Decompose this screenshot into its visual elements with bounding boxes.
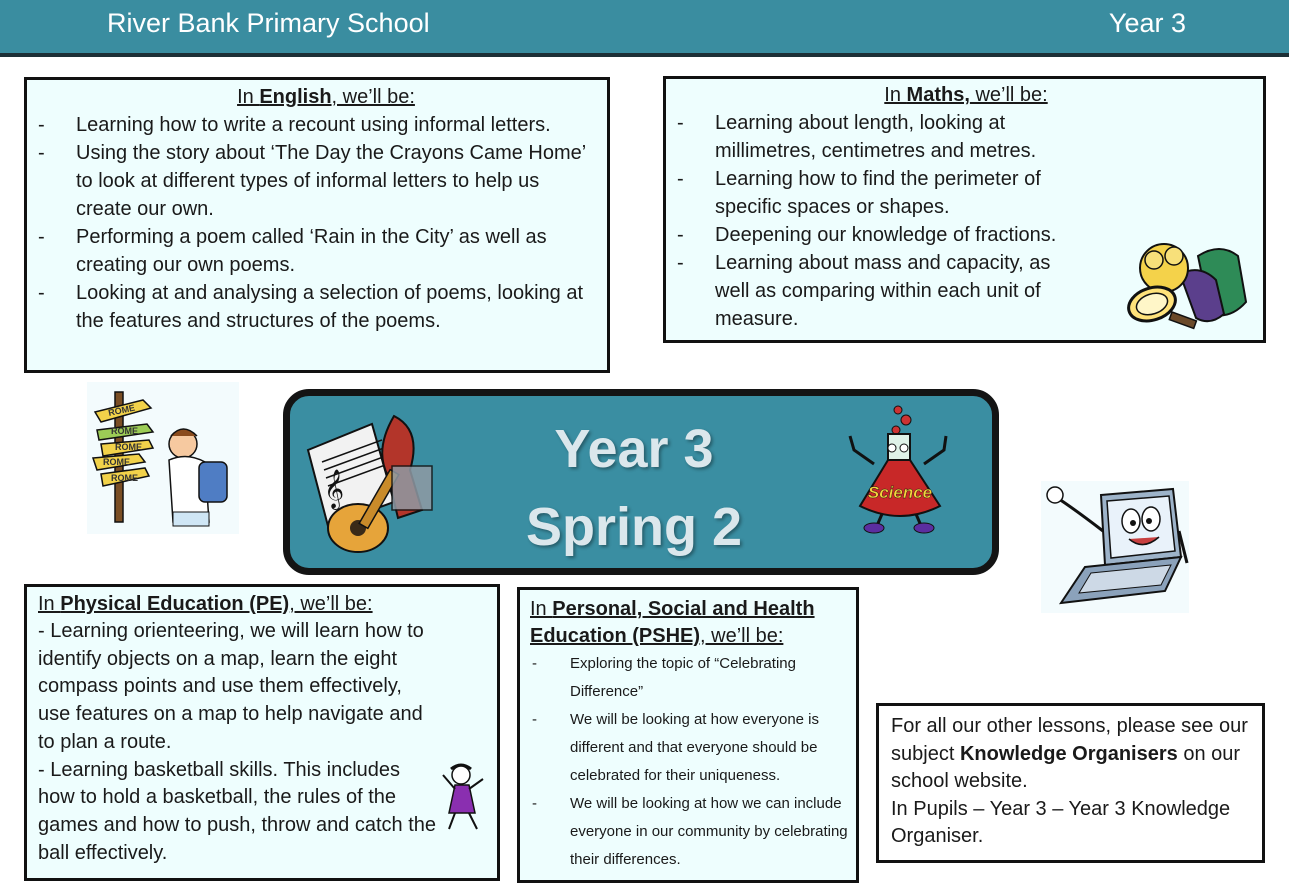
list-item: - Learning about length, looking at millimetres, centimetres and metres.	[666, 109, 1083, 165]
school-name: River Bank Primary School	[107, 8, 430, 38]
page-header	[0, 0, 1289, 57]
sign-label: ROME	[111, 426, 138, 436]
pe-heading: In Physical Education (PE), we’ll be:	[38, 593, 373, 615]
other-lessons-panel	[876, 703, 1265, 863]
pshe-list	[530, 650, 850, 874]
english-list	[27, 111, 595, 335]
dancing-girl-icon	[439, 759, 491, 833]
list-item: - Looking at and analysing a selection of poems, looking at the features and structures of the poems.	[27, 279, 595, 335]
list-item: - We will be looking at how we can include everyone in our community by celebrating their differences.	[530, 790, 850, 874]
list-item: - Performing a poem called ‘Rain in the City’ as well as creating our own poems.	[27, 223, 595, 279]
sign-label: ROME	[115, 442, 142, 452]
signpost-traveller-icon	[87, 382, 239, 534]
header-year: Year 3	[1108, 8, 1186, 38]
other-lessons-text: For all our other lessons, please see our subject Knowledge Organisers on our school website.	[891, 715, 1248, 792]
science-label: Science	[867, 483, 933, 502]
list-item: - We will be looking at how everyone is different and that everyone should be celebrated for their uniqueness.	[530, 706, 850, 790]
english-panel	[24, 77, 610, 373]
list-item: - Deepening our knowledge of fractions.	[666, 221, 1083, 249]
pe-paragraph-basketball: - Learning basketball skills. This includes how to hold a basketball, the rules of the games and how to push, throw and catch the ball effectively.	[38, 758, 437, 864]
banner-year: Year 3	[554, 419, 714, 479]
banner-term: Spring 2	[525, 497, 743, 557]
pe-paragraph-orienteering: - Learning orienteering, we will learn how to identify objects on a map, learn the eight compass points and use them effectively, use features on a map to help navigate and to plan a route.	[38, 620, 424, 753]
term-banner	[283, 389, 999, 575]
science-flask-icon	[846, 402, 956, 536]
other-lessons-path: In Pupils – Year 3 – Year 3 Knowledge Organiser.	[891, 797, 1231, 847]
knowledge-organisers-text: Knowledge Organisers	[959, 742, 1178, 765]
maths-list	[666, 109, 1083, 333]
pe-panel	[24, 584, 500, 881]
english-heading: In English, we’ll be:	[237, 86, 415, 108]
list-item: - Learning about mass and capacity, as well as comparing within each unit of measure.	[666, 249, 1083, 333]
list-item: - Using the story about ‘The Day the Crayons Came Home’ to look at different types of informal letters to help us create our own.	[27, 139, 595, 223]
sign-label: ROME	[111, 473, 138, 483]
pshe-panel	[517, 587, 859, 883]
svg-text:𝄞: 𝄞	[324, 470, 345, 508]
list-item: - Learning how to write a recount using informal letters.	[27, 111, 595, 139]
list-item: - Exploring the topic of “Celebrating Difference”	[530, 650, 850, 706]
pshe-heading: In Personal, Social and Health Education (PSHE), we’ll be:	[530, 598, 815, 647]
sign-label: ROME	[103, 457, 130, 467]
magnifier-child-icon	[1120, 234, 1252, 334]
maths-heading: In Maths, we’ll be:	[884, 84, 1048, 106]
laptop-character-icon	[1041, 481, 1189, 613]
sign-label: ROME	[107, 402, 136, 418]
list-item: - Learning how to find the perimeter of specific spaces or shapes.	[666, 165, 1083, 221]
